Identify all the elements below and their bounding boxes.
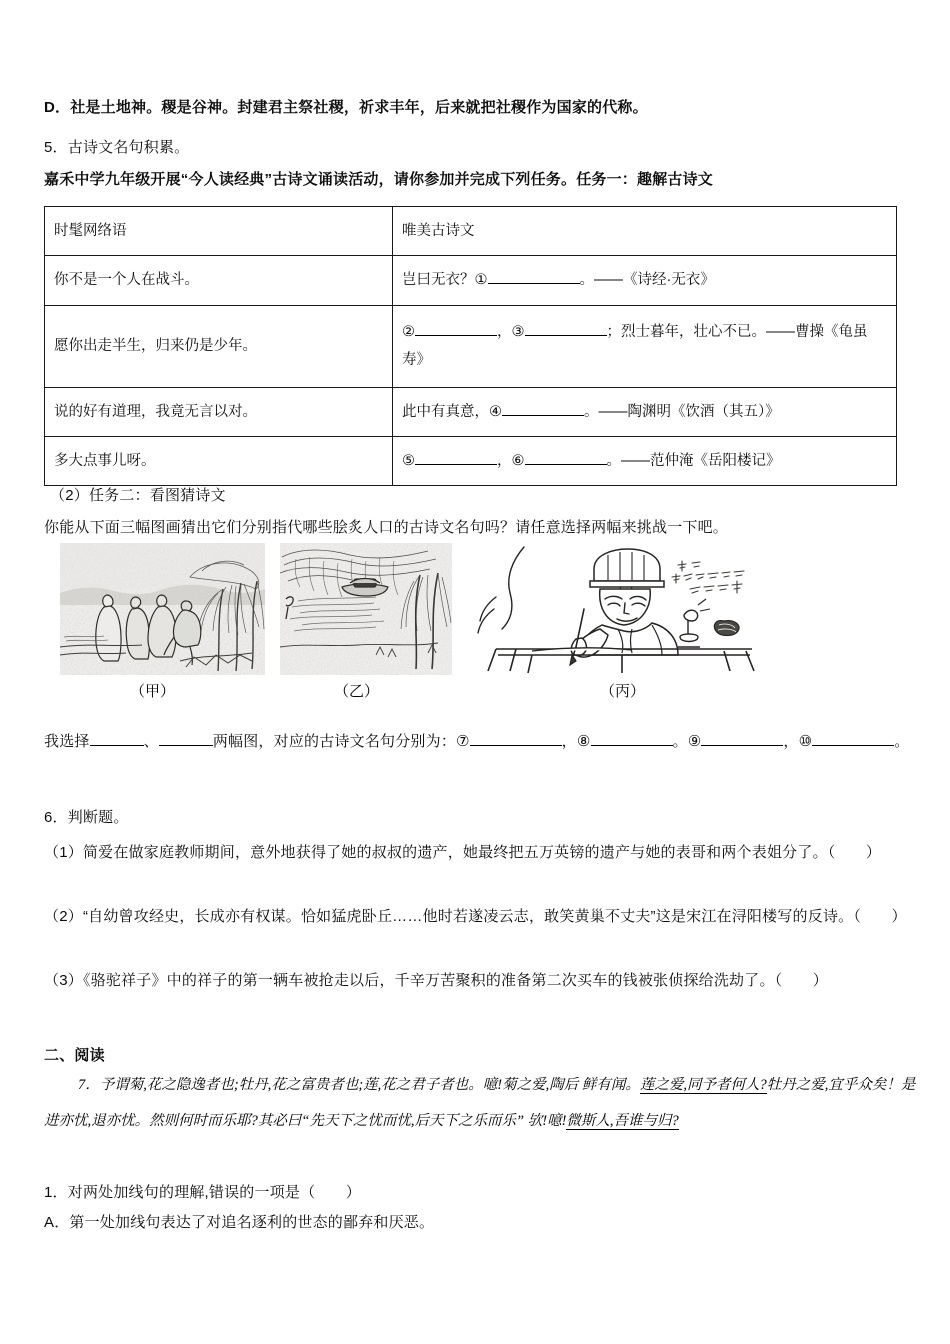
poem-cell-1 — [393, 256, 897, 305]
figure-jia-box — [60, 543, 265, 675]
figure-caption-yi: （乙） — [334, 683, 380, 700]
net-phrase-3: 说的好有道理，我竟无言以对。 — [45, 387, 393, 436]
select-pre: 我选择 — [44, 733, 90, 750]
poem-mid-2: ， — [497, 323, 512, 340]
blank-marker-6: ⑥ — [511, 452, 525, 469]
sub-question-1: 1．对两处加线句的理解,错误的一项是（ ） — [44, 1184, 361, 1201]
passage-number: 7． — [78, 1077, 100, 1093]
question-6-item-1: （1）简爱在做家庭教师期间，意外地获得了她的叔叔的遗产，她最终把五万英镑的遗产与她的表哥和两个表姐分了。（ ） — [44, 844, 882, 861]
figure-image-row — [52, 543, 912, 678]
passage-segment-2: 牡丹之爱,宜乎众矣！是进亦忧,退亦忧。然则何时而乐耶?其必曰“先天下之忧而忧,后天下之乐而乐” 欤!噫! — [44, 1077, 916, 1129]
figure-group — [52, 543, 912, 706]
poem-pre-3: 此中有真意， — [402, 403, 489, 420]
passage-segment-1: 予谓菊,花之隐逸者也;牡丹,花之富贵者也;莲,花之君子者也。噫!菊之爱,陶后 鲜有闻。 — [99, 1077, 640, 1093]
fill-blank-3[interactable] — [525, 335, 607, 336]
blank-marker-10: ⑩ — [798, 733, 813, 750]
fill-blank-1[interactable] — [488, 283, 580, 284]
task2-prompt: 你能从下面三幅图画猜出它们分别指代哪些脍炙人口的古诗文名句吗？请任意选择两幅来挑战一下吧。 — [44, 519, 729, 536]
select-c1: ， — [561, 733, 577, 750]
blank-marker-5: ⑤ — [402, 452, 415, 469]
table-row — [45, 387, 897, 436]
figure-caption-jia: （甲） — [130, 683, 176, 700]
fill-blank-4[interactable] — [502, 415, 584, 416]
fill-blank-8[interactable] — [591, 745, 673, 746]
table-row — [45, 256, 897, 305]
answer-select-line — [44, 726, 910, 758]
figure-caption-row — [52, 680, 912, 706]
poem-mid-1: 。——《诗经·无衣》 — [579, 272, 715, 289]
fill-blank-pic-1[interactable] — [90, 745, 144, 746]
section-2-heading: 二、阅读 — [44, 1047, 105, 1064]
table-row — [45, 305, 897, 387]
poem-pre-1: 岂曰无衣？ — [402, 272, 475, 289]
blank-marker-1: ① — [474, 272, 488, 289]
figure-bing — [472, 543, 772, 675]
fill-blank-5[interactable] — [415, 464, 497, 465]
fill-blank-7[interactable] — [470, 745, 562, 746]
task2-title: （2）任务二：看图猜诗文 — [50, 487, 226, 504]
blank-marker-9: ⑨ — [687, 733, 702, 750]
poem-table — [44, 206, 897, 486]
poem-cell-3 — [393, 387, 897, 436]
blank-marker-2: ② — [402, 323, 415, 340]
fill-blank-pic-2[interactable] — [159, 745, 213, 746]
fill-blank-6[interactable] — [525, 464, 607, 465]
poem-post-4: 。——范仲淹《岳阳楼记》 — [606, 452, 781, 469]
passage-underline-1: 莲之爱,同予者何人? — [639, 1077, 767, 1093]
figure-caption-bing: （丙） — [600, 683, 646, 700]
select-c3: ， — [783, 733, 799, 750]
net-phrase-4: 多大点事儿呀。 — [45, 436, 393, 485]
blank-marker-4: ④ — [489, 403, 502, 420]
question-6-item-3: （3）《骆驼祥子》中的祥子的第一辆车被抢走以后，千辛万苦聚积的准备第二次买车的钱被张侦探给洗劫了。（ ） — [44, 972, 828, 989]
poem-table-wrapper — [44, 206, 896, 486]
blank-marker-3: ③ — [511, 323, 525, 340]
fill-blank-10[interactable] — [812, 745, 894, 746]
question-6-item-2: （2）“自幼曾攻经史，长成亦有权谋。恰如猛虎卧丘……他时若遂凌云志，敢笑黄巢不丈夫”这是宋江在浔阳楼写的反诗。（ ） — [44, 908, 907, 925]
fill-blank-9[interactable] — [701, 745, 783, 746]
net-phrase-1: 你不是一个人在战斗。 — [45, 256, 393, 305]
table-row — [45, 436, 897, 485]
passage-underline-2: 微斯人,吾谁与归? — [566, 1112, 679, 1129]
poem-mid-4: ， — [497, 452, 512, 469]
riverside-farewell-illustration — [60, 543, 265, 675]
question-5-intro: 嘉禾中学九年级开展“今人读经典”古诗文诵读活动，请你参加并完成下列任务。任务一：趣解古诗文 — [44, 171, 714, 188]
select-end: 。 — [894, 733, 910, 750]
blank-marker-7: ⑦ — [456, 733, 470, 750]
poem-post-2: ；烈士暮年，壮心不已。——曹操《龟虽寿》 — [402, 323, 868, 369]
classical-passage — [44, 1068, 924, 1139]
poem-cell-2 — [393, 305, 897, 387]
scholar-writing-illustration — [472, 543, 772, 675]
question-5-heading: 5．古诗文名句积累。 — [44, 139, 190, 156]
net-phrase-2: 愿你出走半生，归来仍是少年。 — [45, 305, 393, 387]
select-mid: 两幅图，对应的古诗文名句分别为： — [212, 733, 457, 750]
poem-cell-4 — [393, 436, 897, 485]
select-c2: 。 — [672, 733, 688, 750]
table-header-cell-poem: 唯美古诗文 — [393, 207, 897, 256]
figure-yi-box — [280, 543, 452, 675]
figure-bing-box — [472, 543, 772, 675]
willow-lake-boat-illustration — [280, 543, 452, 675]
poem-mid-3: 。——陶渊明《饮酒（其五）》 — [584, 403, 780, 420]
blank-marker-8: ⑧ — [576, 733, 591, 750]
select-sep: 、 — [143, 733, 159, 750]
figure-jia — [60, 543, 265, 675]
table-header-cell-net: 时髦网络语 — [45, 207, 393, 256]
sub-question-option-a: A．第一处加线句表达了对追名逐利的世态的鄙弃和厌恶。 — [44, 1214, 435, 1231]
fill-blank-2[interactable] — [415, 335, 497, 336]
table-header-row — [45, 207, 897, 256]
figure-yi — [280, 543, 452, 675]
question-6-heading: 6．判断题。 — [44, 809, 129, 826]
option-d-text: D．社是土地神。稷是谷神。封建君主祭社稷，祈求丰年，后来就把社稷作为国家的代称。 — [44, 99, 648, 116]
